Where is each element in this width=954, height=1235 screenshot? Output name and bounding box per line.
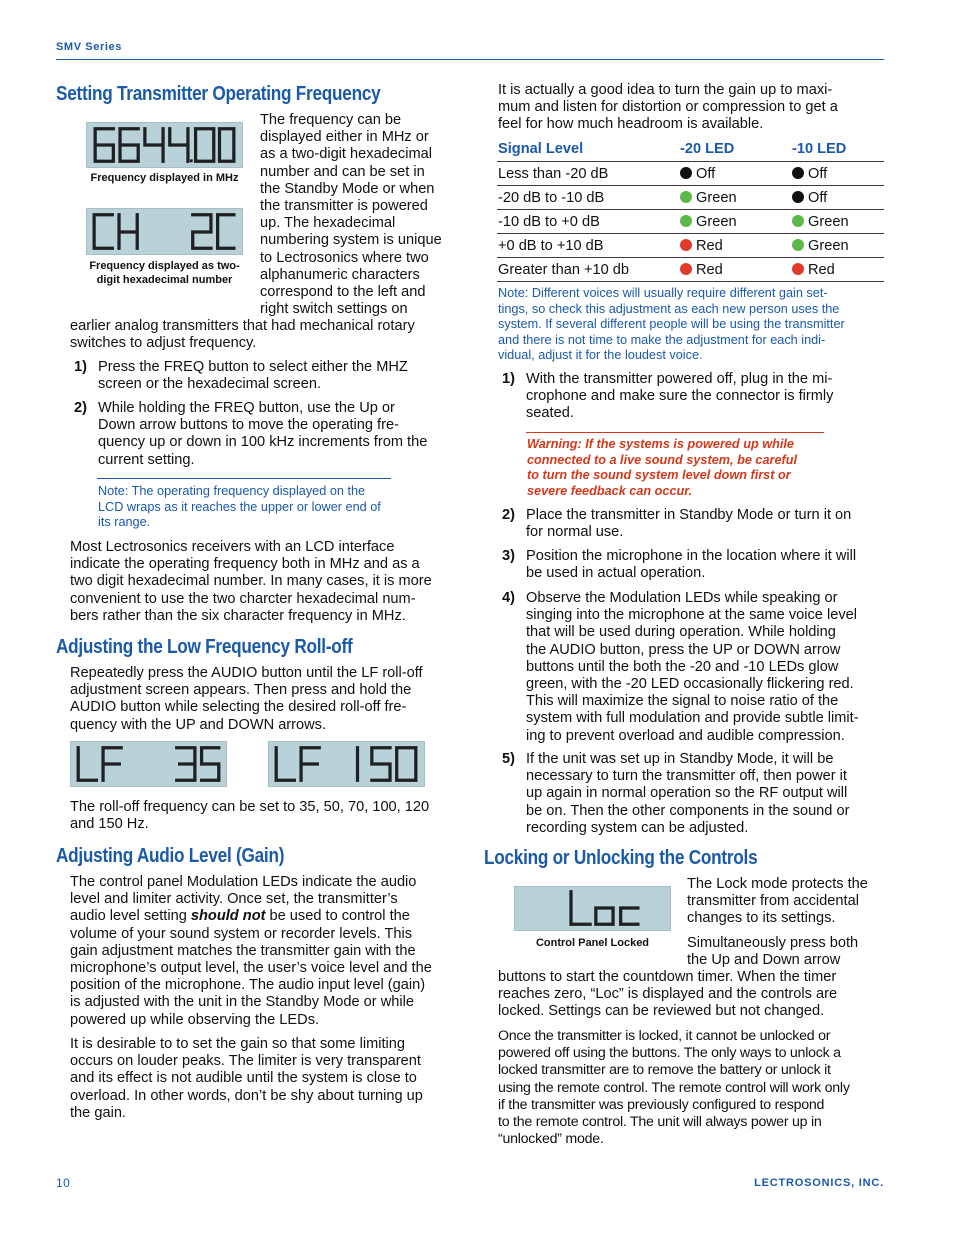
text-line: right switch settings on (260, 301, 408, 318)
text-line: microphone’s output level, the user’s voice level and the (70, 960, 432, 977)
text-line: The roll-off frequency can be set to 35, 50, 70, 100, 120 (70, 799, 430, 815)
text-line: for normal use. (526, 524, 624, 541)
text-line: its range. (98, 515, 151, 530)
caption-hex: Frequency displayed as two-digit hexadecimal number (89, 260, 240, 286)
led-10-cell (791, 234, 884, 258)
led-20-cell (679, 186, 791, 210)
lcd-frequency-hex-digits (87, 209, 242, 254)
led-indicator-icon (792, 191, 804, 203)
text-line: The Lock mode protects the (687, 876, 868, 892)
text-line: convenient to use the two charcter hexadecimal num- (70, 590, 416, 607)
led-20-cell (679, 162, 791, 186)
text-line: system with full modulation and provide subtle limit- (526, 710, 859, 727)
lcd-loc-digits (515, 887, 670, 930)
table-row (497, 234, 884, 258)
text-line: is adjusted with the unit in the Standby Mode or while (70, 994, 414, 1011)
text-line: up again in normal operation so the RF output will (526, 785, 848, 802)
step-number: 1) (502, 371, 515, 387)
step-text (526, 507, 884, 541)
text-line: vidual, adjust it for the loudest voice. (498, 348, 703, 363)
lock-full (498, 969, 884, 1021)
lock-paragraph-2 (498, 1028, 884, 1148)
lock-wrap-2 (687, 935, 887, 969)
text-line: current setting. (98, 451, 195, 468)
text-line: Repeatedly press the AUDIO button until the LF roll-off (70, 665, 423, 681)
led-state-label: Green (696, 213, 737, 230)
led-indicator-icon (792, 167, 804, 179)
led-10-cell (791, 258, 884, 282)
signal-level-cell: -10 dB to +0 dB (497, 210, 679, 234)
text-line: Once the transmitter is locked, it cannot be unlocked or (498, 1028, 831, 1044)
led-10-cell (791, 162, 884, 186)
text-line: green, with the -20 LED occasionally flickering red. (526, 676, 854, 693)
table-header-row (497, 139, 884, 162)
text-line: using the remote control. The remote control will work only (498, 1079, 850, 1096)
led-state-label: Green (808, 237, 849, 254)
step-text (526, 371, 884, 423)
table-row (497, 258, 884, 282)
text-line: as a two-digit hexadecimal (260, 146, 432, 163)
led-indicator-icon (680, 239, 692, 251)
led-state-label: Green (808, 213, 849, 230)
lcd-lf-35 (70, 741, 227, 787)
signal-level-cell: +0 dB to +10 dB (497, 234, 679, 258)
text-line: This will maximize the signal to noise ratio of the (526, 693, 839, 710)
signal-level-cell: Less than -20 dB (497, 162, 679, 186)
lcd-lf-150 (268, 741, 425, 787)
text-line: the Up and Down arrow (687, 952, 841, 969)
heading-gain: Adjusting Audio Level (Gain) (56, 845, 285, 867)
caption-mhz: Frequency displayed in MHz (90, 172, 239, 184)
text-line: buttons to start the countdown timer. When the timer (498, 969, 837, 985)
signal-level-cell: Greater than +10 db (497, 258, 679, 282)
text-line: ing to prevent overload and audible compression. (526, 727, 845, 744)
text-line: Warning: If the systems is powered up while (527, 437, 794, 451)
step-number: 3) (502, 548, 515, 564)
step-text (526, 751, 884, 837)
led-indicator-icon (680, 263, 692, 275)
text-line: Note: Different voices will usually require different gain set- (498, 286, 828, 300)
page-number: 10 (56, 1176, 71, 1190)
text-line: “unlocked” mode. (498, 1131, 604, 1148)
text-line: recording system can be adjusted. (526, 819, 749, 836)
table-row (497, 162, 884, 186)
led-indicator-icon (680, 191, 692, 203)
text-line: be used in actual operation. (526, 565, 706, 582)
text-line: transmitter from accidental (687, 893, 859, 910)
text-line: adjustment screen appears. Then press and hold the (70, 682, 412, 699)
text-line: if the transmitter was previously configured to respond (498, 1096, 825, 1113)
column-header: Signal Level (497, 139, 679, 162)
column-header: -10 LED (791, 139, 884, 162)
frequency-note (98, 484, 428, 531)
led-indicator-icon (792, 215, 804, 227)
text-run: be used to control the (265, 908, 410, 925)
column-header: -20 LED (679, 139, 791, 162)
text-line: to Lectrosonics where two (260, 249, 429, 266)
led-20-cell (679, 258, 791, 282)
text-line: to turn the sound system level down first or (527, 468, 791, 483)
text-line: and its effect is not audible until the system is close to (70, 1070, 417, 1087)
text-line (70, 908, 465, 925)
note-rule (97, 478, 391, 479)
text-line: Note: The operating frequency displayed on the (98, 484, 366, 498)
led-state-label: Off (696, 165, 716, 182)
text-line: seated. (526, 405, 574, 422)
table-row (497, 186, 884, 210)
led-state-label: Red (696, 237, 723, 254)
text-line: LCD wraps as it reaches the upper or lower end of (98, 499, 381, 514)
led-10-cell (791, 186, 884, 210)
series-label: SMV Series (56, 41, 122, 53)
led-10-cell (791, 210, 884, 234)
text-line: changes to its settings. (687, 910, 836, 927)
gain-note (498, 286, 884, 364)
signal-level-table (497, 139, 884, 282)
text-line: locked. Settings can be reviewed but not changed. (498, 1003, 825, 1020)
led-state-label: Green (696, 189, 737, 206)
led-indicator-icon (792, 239, 804, 251)
signal-level-cell: -20 dB to -10 dB (497, 186, 679, 210)
text-line: Position the microphone in the location where it will (526, 548, 857, 564)
header-rule (56, 59, 884, 60)
gain-paragraph-2 (70, 1036, 465, 1122)
company-name: LECTROSONICS, INC. (754, 1177, 884, 1189)
text-line: singing into the microphone at the same voice level (526, 607, 857, 624)
text-line: Observe the Modulation LEDs while speaking or (526, 590, 838, 606)
text-line: connected to a live sound system, be careful (527, 452, 798, 467)
text-line: be on. Then the other components in the sound or (526, 802, 850, 819)
text-line: quency up or down in 100 kHz increments from the (98, 434, 428, 451)
text-line: the transmitter is powered (260, 198, 428, 215)
step-number: 4) (502, 590, 515, 606)
text-line: tings, so check this adjustment as each new person uses the (498, 301, 840, 316)
led-20-cell (679, 234, 791, 258)
text-line: and 150 Hz. (70, 816, 149, 833)
text-line: earlier analog transmitters that had mechanical rotary (70, 318, 415, 334)
step-text (98, 400, 463, 469)
text-line: up. The hexadecimal (260, 215, 396, 232)
text-line: powered off using the buttons. The only ways to unlock a (498, 1045, 841, 1062)
rolloff-values (70, 799, 465, 833)
led-20-cell (679, 210, 791, 234)
rolloff-paragraph (70, 665, 465, 734)
text-line: reaches zero, “Loc” is displayed and the controls are (498, 986, 838, 1003)
table-row (497, 210, 884, 234)
led-indicator-icon (680, 167, 692, 179)
text-line: switches to adjust frequency. (70, 335, 257, 352)
step-text (98, 359, 463, 393)
text-line: system. If several different people will be using the transmitter (498, 317, 845, 332)
heading-frequency: Setting Transmitter Operating Frequency (56, 83, 381, 105)
led-state-label: Red (808, 261, 835, 278)
text-line: Simultaneously press both (687, 935, 859, 951)
text-line: severe feedback can occur. (527, 483, 693, 498)
step-text (526, 590, 886, 745)
lcd-lf-35-digits (71, 742, 226, 786)
step-text (526, 548, 884, 582)
warning-rule (526, 432, 824, 433)
led-state-label: Off (808, 189, 828, 206)
lcd-frequency-mhz (86, 122, 243, 168)
gain-paragraph-1 (70, 874, 465, 1029)
lcd-loc (514, 886, 671, 931)
text-line: bers rather than the six character frequency in MHz. (70, 607, 406, 624)
frequency-paragraph (70, 539, 465, 625)
text-line: quency with the UP and DOWN arrows. (70, 716, 327, 733)
text-line: screen or the hexadecimal screen. (98, 376, 322, 393)
lock-wrap-1 (687, 876, 887, 928)
text-line: Down arrow buttons to move the operating fre- (98, 417, 399, 434)
text-line: volume of your sound system or recorder levels. This (70, 925, 413, 942)
text-line: position of the microphone. The audio input level (gain) (70, 977, 426, 994)
emphasis-should-not: should not (190, 908, 266, 925)
text-line: gain adjustment matches the transmitter gain with the (70, 942, 416, 959)
warning-note (527, 437, 857, 499)
lcd-frequency-hex (86, 208, 243, 255)
text-line: Place the transmitter in Standby Mode or turn it on (526, 507, 852, 523)
text-line: to the remote control. The unit will always power up in (498, 1114, 822, 1131)
text-line: number and can be set in (260, 163, 425, 180)
lcd-lf-150-digits (269, 742, 424, 786)
step-number: 2) (502, 507, 515, 523)
text-line: and there is not time to make the adjustment for each indi- (498, 332, 826, 347)
text-line: feel for how much headroom is available. (498, 116, 764, 133)
heading-lock: Locking or Unlocking the Controls (484, 847, 758, 869)
text-line: locked transmitter are to remove the battery or unlock it (498, 1062, 831, 1079)
text-line: two digit hexadecimal number. In many cases, it is more (70, 573, 432, 590)
led-indicator-icon (792, 263, 804, 275)
text-line: displayed either in MHz or (260, 129, 429, 146)
text-line: The control panel Modulation LEDs indicate the audio (70, 874, 417, 890)
led-indicator-icon (680, 215, 692, 227)
text-line: alphanumeric characters (260, 266, 420, 283)
text-line: the AUDIO button, press the UP or DOWN arrow (526, 641, 841, 658)
text-line: overload. In other words, don’t be shy about turning up (70, 1087, 423, 1104)
text-line: It is desirable to to set the gain so that some limiting (70, 1036, 406, 1052)
frequency-intro-full (70, 318, 460, 352)
heading-rolloff: Adjusting the Low Frequency Roll-off (56, 636, 353, 658)
text-line: the gain. (70, 1104, 126, 1121)
text-line: AUDIO button while selecting the desired roll-off fre- (70, 699, 407, 716)
text-line: With the transmitter powered off, plug in the mi- (526, 371, 833, 387)
text-line: mum and listen for distortion or compression to get a (498, 99, 838, 116)
lcd-frequency-mhz-digits (87, 123, 242, 167)
text-line: The frequency can be (260, 112, 402, 128)
text-line: necessary to turn the transmitter off, then power it (526, 768, 847, 785)
text-line: correspond to the left and (260, 284, 426, 301)
led-state-label: Off (808, 165, 828, 182)
step-number: 2) (74, 400, 87, 416)
text-line: that will be used during operation. While holding (526, 624, 836, 641)
text-line: the Standby Mode or when (260, 180, 435, 197)
gain-right-intro (498, 82, 884, 134)
text-line: While holding the FREQ button, use the Up or (98, 400, 395, 416)
text-line: It is actually a good idea to turn the gain up to maxi- (498, 82, 833, 98)
text-line: buttons until the both the -20 and -10 LEDs glow (526, 658, 839, 675)
caption-lock: Control Panel Locked (535, 937, 650, 949)
text-line: If the unit was set up in Standby Mode, it will be (526, 751, 834, 767)
text-line: numbering system is unique (260, 232, 442, 249)
text-line: occurs on louder peaks. The limiter is very transparent (70, 1053, 421, 1070)
text-run: audio level setting (70, 908, 191, 925)
text-line: crophone and make sure the connector is firmly (526, 388, 834, 405)
text-line: powered up while observing the LEDs. (70, 1011, 320, 1028)
led-state-label: Red (696, 261, 723, 278)
text-line: level and limiter activity. Once set, the transmitter’s (70, 891, 398, 908)
frequency-intro-wrap (260, 112, 460, 318)
text-line: indicate the operating frequency both in MHz and as a (70, 556, 420, 573)
step-number: 1) (74, 359, 87, 375)
text-line: Most Lectrosonics receivers with an LCD interface (70, 539, 395, 555)
step-number: 5) (502, 751, 515, 767)
text-line: Press the FREQ button to select either the MHZ (98, 359, 408, 375)
